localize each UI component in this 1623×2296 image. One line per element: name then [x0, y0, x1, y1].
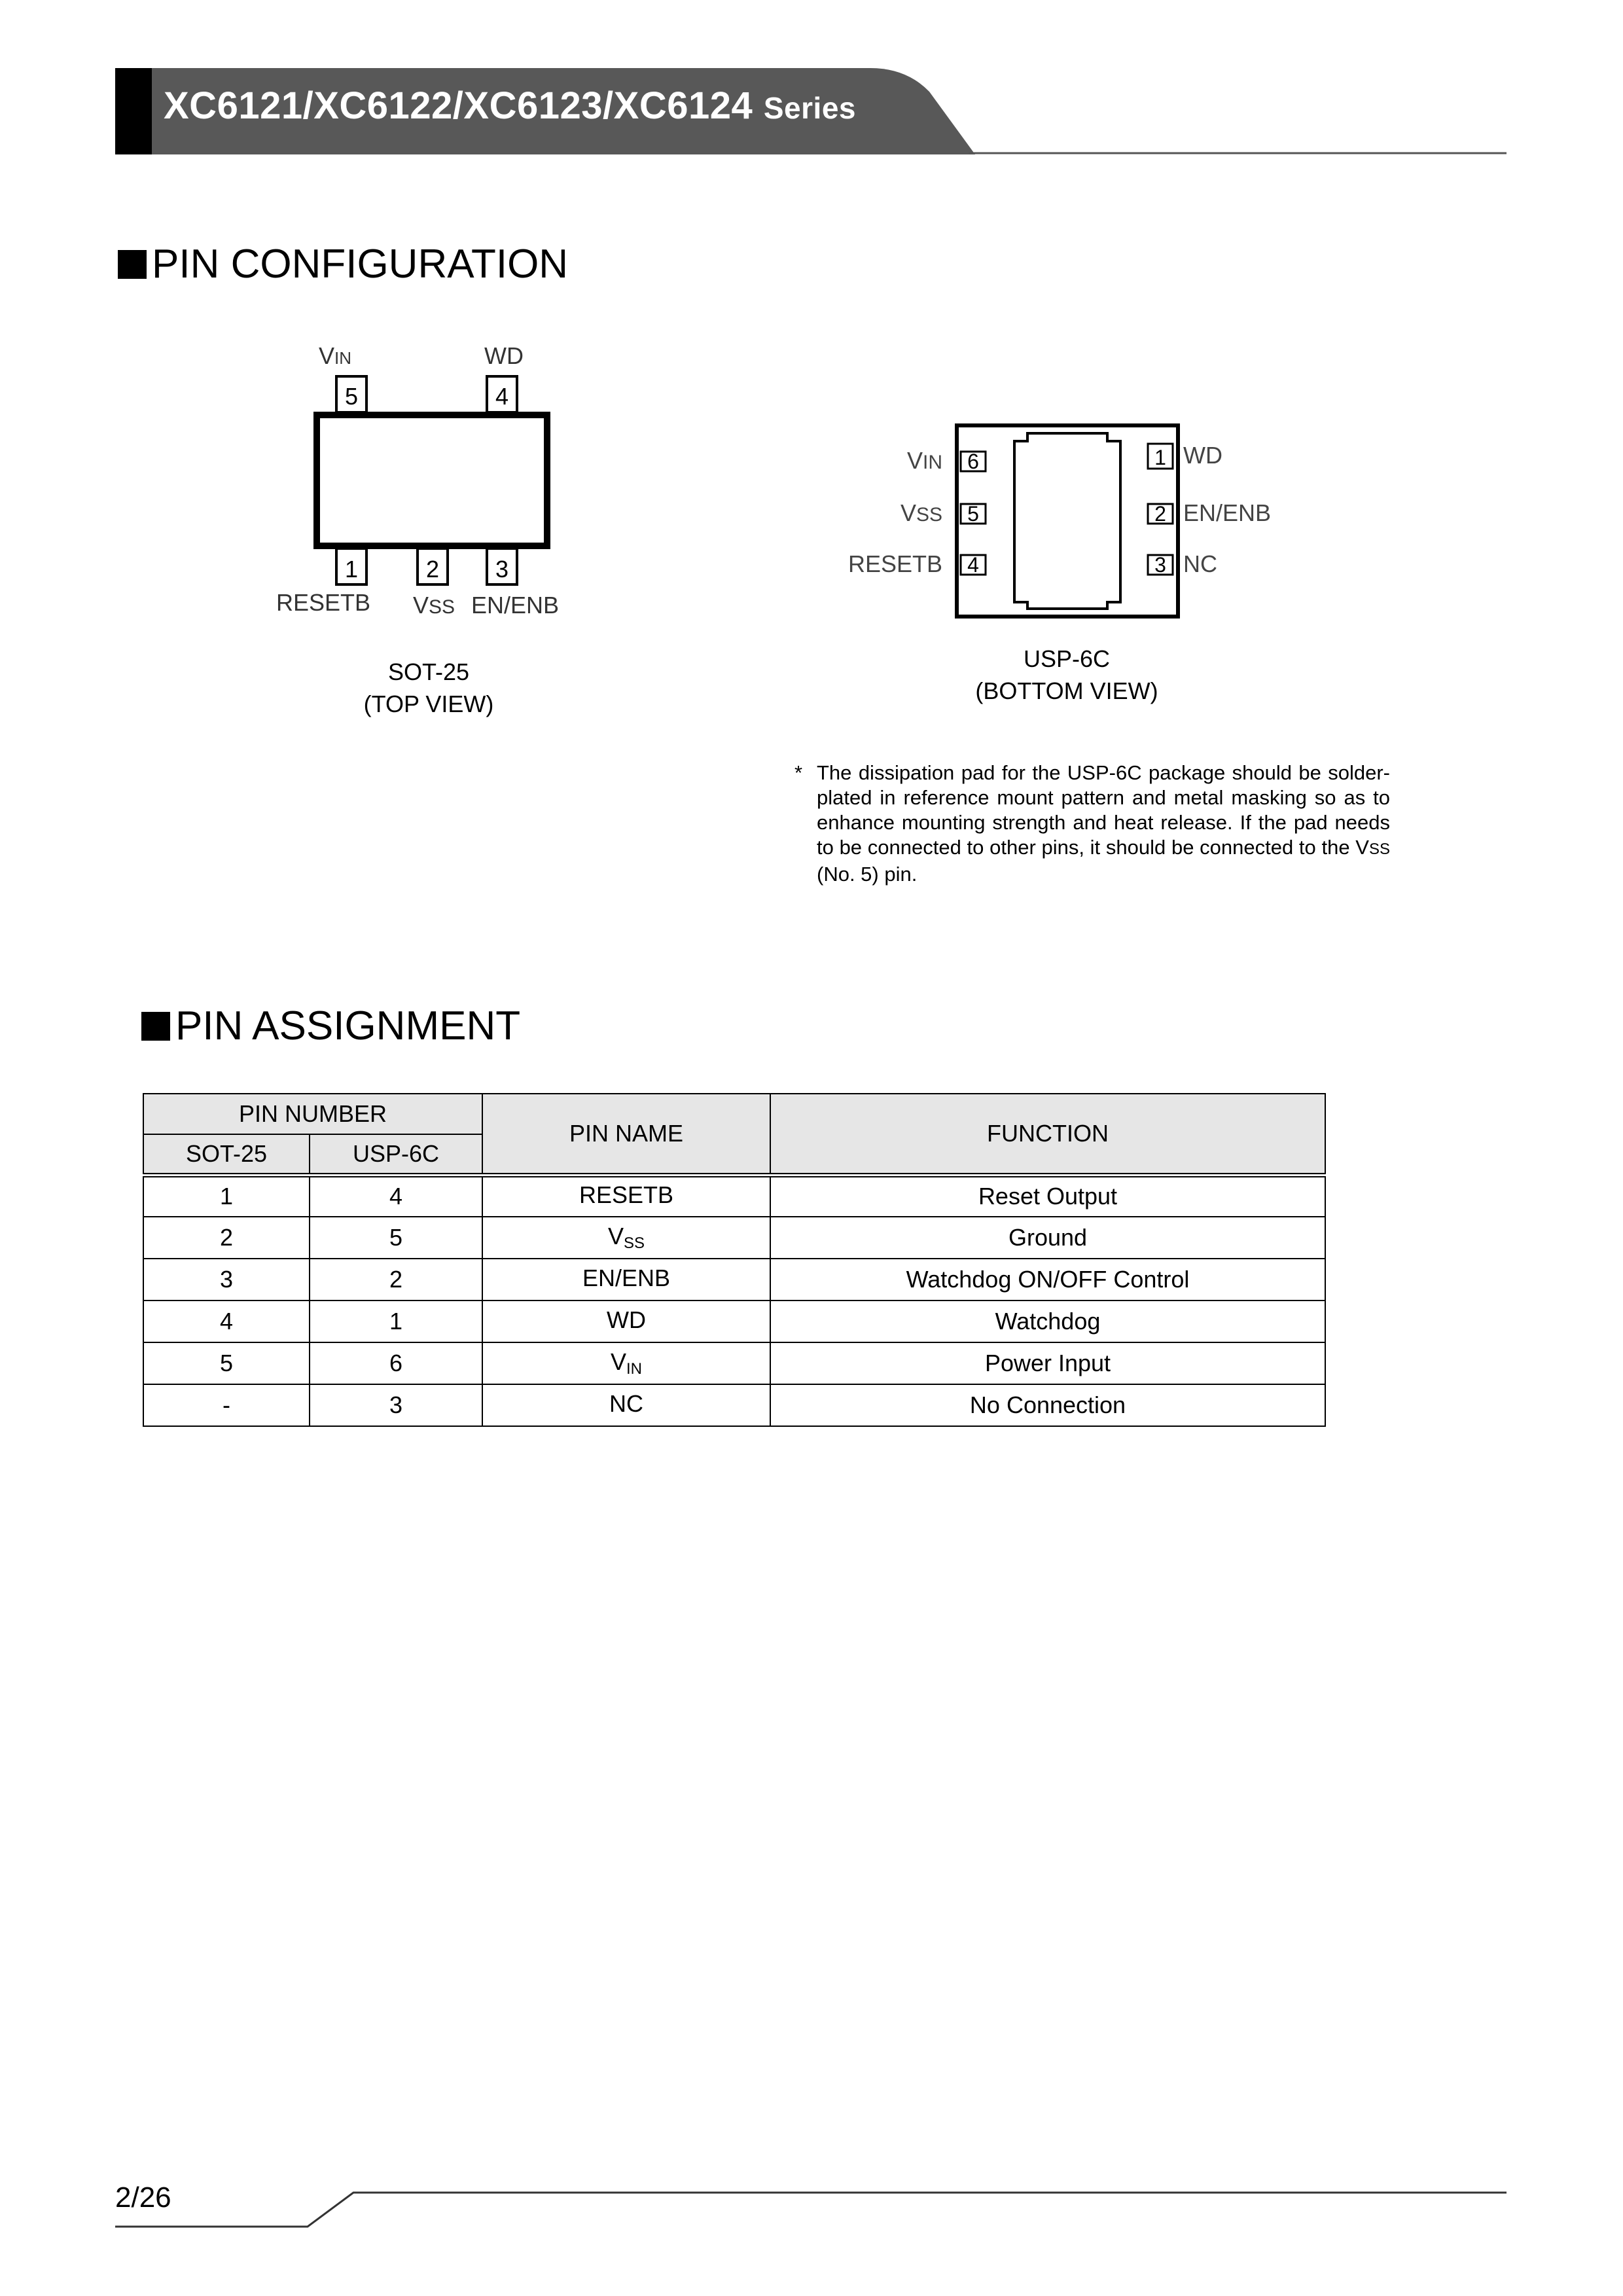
pin-assignment-table [143, 1093, 1326, 1427]
note-vss-subscript: SS [1368, 840, 1390, 858]
cell-usp6c: 4 [310, 1175, 482, 1217]
page-number: 2/26 [115, 2181, 171, 2214]
cell-function: Ground [770, 1217, 1325, 1259]
table-row [143, 1217, 1325, 1259]
cell-sot25: 4 [143, 1300, 310, 1342]
cell-function: Watchdog [770, 1300, 1325, 1342]
cell-function: Reset Output [770, 1175, 1325, 1217]
heading-square-icon [141, 1012, 170, 1041]
cell-usp6c: 3 [310, 1384, 482, 1426]
usp6c-dissipation-pad [1014, 433, 1120, 609]
cell-pin-name: WD [482, 1300, 770, 1342]
heading-text: PIN CONFIGURATION [152, 242, 569, 287]
series-part-numbers: XC6121/XC6122/XC6123/XC6124 [164, 84, 753, 127]
cell-sot25: 5 [143, 1342, 310, 1384]
sot25-en-label: EN/ENB [471, 592, 560, 619]
cell-sot25: 3 [143, 1259, 310, 1300]
usp6c-nc-label: NC [1183, 550, 1217, 577]
sot25-resetb-label: RESETB [276, 589, 371, 616]
usp6c-caption-view: (BOTTOM VIEW) [975, 677, 1158, 704]
cell-usp6c: 2 [310, 1259, 482, 1300]
cell-pin-name: RESETB [482, 1175, 770, 1217]
table-row [143, 1300, 1325, 1342]
sot25-pin-4-number: 4 [495, 383, 509, 410]
heading-text: PIN ASSIGNMENT [175, 1003, 521, 1049]
usp6c-pin-5-number: 5 [967, 502, 979, 526]
cell-usp6c: 6 [310, 1342, 482, 1384]
pin-assignment-heading [141, 1003, 520, 1049]
cell-pin-name: NC [482, 1384, 770, 1426]
usp6c-wd-label: WD [1183, 442, 1222, 469]
sot25-pin-1-number: 1 [344, 556, 359, 583]
cell-sot25: - [143, 1384, 310, 1426]
usp6c-diagram [838, 412, 1322, 622]
sot25-pin-3-number: 3 [495, 556, 509, 583]
usp6c-pin-6-number: 6 [967, 450, 979, 473]
header-function: FUNCTION [770, 1094, 1325, 1175]
note-asterisk: * [794, 761, 803, 784]
usp6c-caption [955, 643, 1178, 707]
usp6c-pin-1-number: 1 [1154, 446, 1166, 469]
heading-square-icon [118, 250, 147, 279]
usp6c-resetb-label: RESETB [847, 550, 942, 577]
note-tail: (No. 5) pin. [817, 863, 918, 886]
cell-usp6c: 1 [310, 1300, 482, 1342]
pin-configuration-heading [118, 241, 568, 287]
sot25-caption-view: (TOP VIEW) [363, 691, 494, 717]
dissipation-pad-note [794, 761, 1390, 887]
sot25-wd-label: WD [484, 342, 524, 369]
cell-function: Power Input [770, 1342, 1325, 1384]
footer-rule [0, 2173, 1623, 2232]
cell-pin-name: $V_{SS}$ [482, 1217, 770, 1259]
usp6c-pin-3-number: 3 [1154, 553, 1166, 577]
sot25-caption-name: SOT-25 [387, 658, 470, 685]
cell-usp6c: 5 [310, 1217, 482, 1259]
table-row [143, 1175, 1325, 1217]
series-label: Series [763, 91, 856, 125]
sot25-diagram [262, 334, 589, 635]
usp6c-vss-label: VSS [900, 499, 942, 526]
note-text: The dissipation pad for the USP-6C package should be solder-plated in reference mount pattern and metal masking so as to enhance mounting strength and heat release. If the pad needs to be connected to other pins, it should be connected to the V [817, 761, 1390, 859]
sot25-pin-5-number: 5 [344, 383, 359, 410]
cell-sot25: 1 [143, 1175, 310, 1217]
header-sot25: SOT-25 [143, 1134, 310, 1175]
table-row [143, 1384, 1325, 1426]
document-title [164, 84, 856, 128]
header-usp6c: USP-6C [310, 1134, 482, 1175]
cell-function: No Connection [770, 1384, 1325, 1426]
usp6c-vin-label: VIN [906, 447, 942, 474]
sot25-pin-2-number: 2 [425, 556, 440, 583]
header-pin-number: PIN NUMBER [143, 1094, 482, 1134]
cell-sot25: 2 [143, 1217, 310, 1259]
table-row [143, 1342, 1325, 1384]
usp6c-pin-4-number: 4 [967, 553, 979, 577]
sot25-vss-label: VSS [412, 592, 455, 619]
cell-pin-name: EN/ENB [482, 1259, 770, 1300]
cell-pin-name: $V_{IN}$ [482, 1342, 770, 1384]
header-pin-name: PIN NAME [482, 1094, 770, 1175]
cell-function: Watchdog ON/OFF Control [770, 1259, 1325, 1300]
usp6c-caption-name: USP-6C [1023, 645, 1111, 672]
sot25-caption [327, 656, 530, 720]
usp6c-pin-2-number: 2 [1154, 502, 1166, 526]
usp6c-en-label: EN/ENB [1183, 499, 1272, 526]
sot25-vin-label: VIN [318, 342, 352, 369]
sot25-package-body [317, 415, 547, 546]
table-row [143, 1259, 1325, 1300]
